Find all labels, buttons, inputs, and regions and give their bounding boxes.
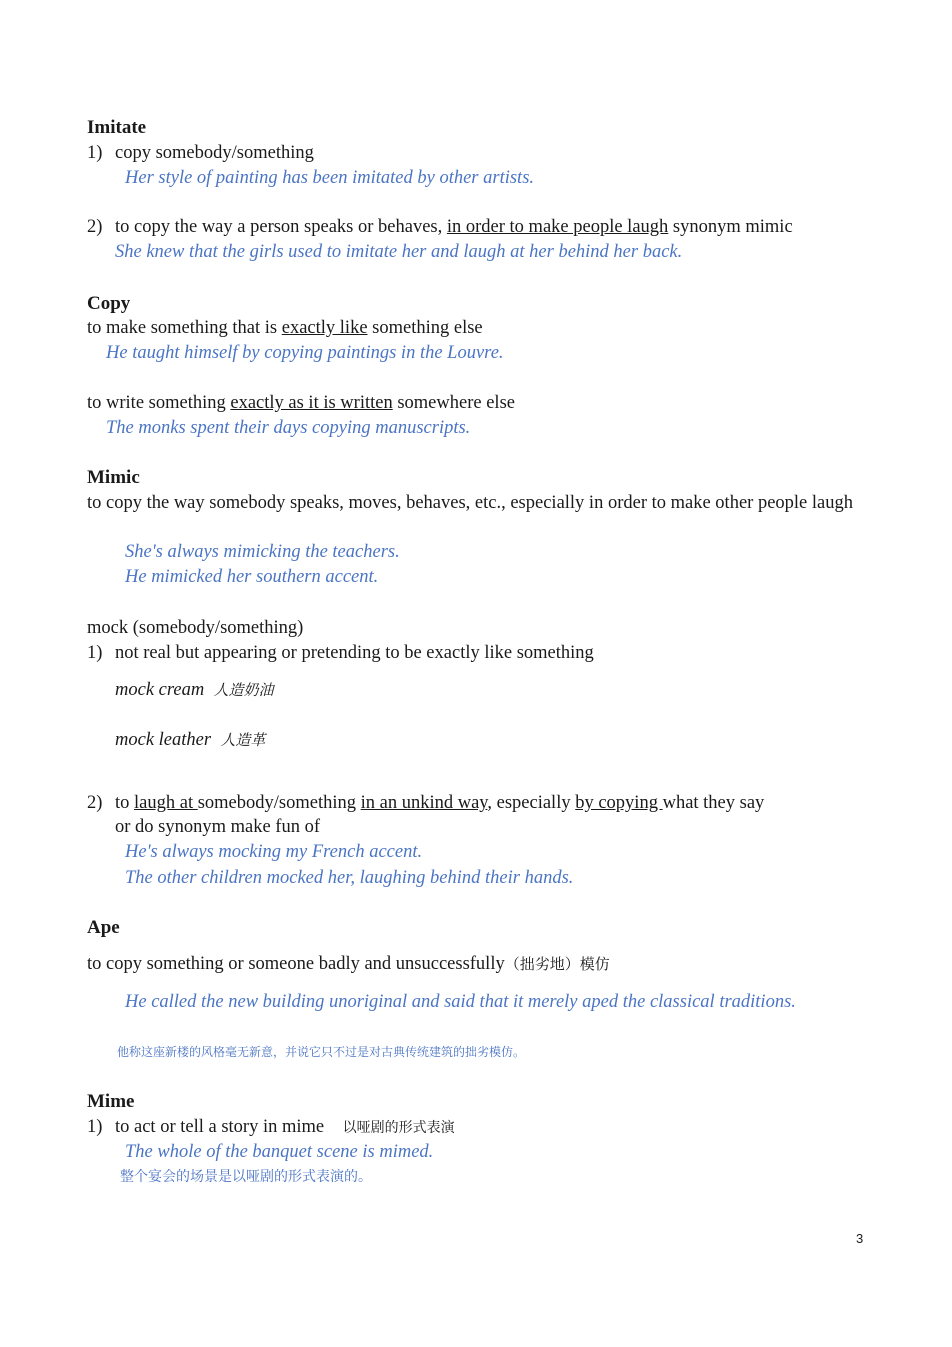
- definition-part: to write something: [87, 393, 231, 413]
- underlined-phrase: exactly like: [281, 318, 368, 338]
- example-zh: 人造奶油: [213, 681, 274, 699]
- definition-zh: 以哑剧的形式表演: [342, 1120, 455, 1136]
- definition: [87, 952, 869, 977]
- example-zh: 人造革: [220, 731, 266, 749]
- definition-part: to make something that is: [87, 318, 282, 338]
- example-translation: 整个宴会的场景是以哑剧的形式表演的。: [120, 1169, 372, 1185]
- underlined-phrase: in an unkind way: [360, 793, 488, 813]
- sense-number: 1): [87, 1117, 103, 1137]
- example-sentence: She's always mimicking the teachers.: [125, 542, 400, 562]
- example-sentence: He taught himself by copying paintings in the Louvre.: [106, 343, 504, 363]
- example-sentence: Her style of painting has been imitated by other artists.: [125, 168, 535, 188]
- underlined-phrase: laugh at: [134, 793, 198, 813]
- definition-part: what they say: [662, 793, 765, 813]
- definition-part: somewhere else: [392, 393, 515, 413]
- example-sentence: He's always mocking my French accent.: [125, 842, 423, 862]
- example-sentence: He called the new building unoriginal and said that it merely aped the classical traditions.: [125, 992, 796, 1012]
- heading-mock: mock (somebody/something): [87, 618, 304, 638]
- sense-2: [87, 791, 869, 816]
- example-phrase: [115, 728, 515, 753]
- definition-part: somebody/something: [197, 793, 361, 813]
- underlined-phrase: in order to make people laugh: [446, 217, 669, 237]
- definition-line: [87, 316, 869, 341]
- sense-number: 1): [87, 143, 103, 163]
- definition-en: to copy something or someone badly and unsuccessfully: [87, 954, 505, 974]
- definition-part: synonym mimic: [668, 217, 793, 237]
- definition-zh: （拙劣地）模仿: [504, 955, 610, 973]
- definition-part: to copy the way a person speaks or behaves,: [115, 217, 447, 237]
- example-sentence: The other children mocked her, laughing behind their hands.: [125, 868, 574, 888]
- sense-2: [87, 215, 869, 240]
- underlined-phrase: exactly as it is written: [230, 393, 393, 413]
- underlined-phrase: by copying: [575, 793, 663, 813]
- heading-ape: Ape: [87, 917, 120, 938]
- heading-mimic: Mimic: [87, 467, 140, 488]
- definition: to copy the way somebody speaks, moves, behaves, etc., especially in order to make other people laugh: [87, 493, 853, 513]
- definition: copy somebody/something: [115, 143, 314, 163]
- page-number: 3: [856, 1231, 864, 1246]
- definition: not real but appearing or pretending to be exactly like something: [115, 643, 594, 663]
- example-sentence: The whole of the banquet scene is mimed.: [125, 1142, 434, 1162]
- sense-number: 2): [87, 793, 103, 813]
- heading-mime: Mime: [87, 1091, 135, 1112]
- definition-part: , especially: [487, 793, 576, 813]
- example-translation: 他称这座新楼的风格毫无新意，并说它只不过是对古典传统建筑的拙劣模仿。: [117, 1045, 526, 1059]
- example-en: mock cream: [115, 680, 205, 700]
- example-en: mock leather: [115, 730, 212, 750]
- sense-1: [87, 141, 869, 166]
- example-sentence: She knew that the girls used to imitate her and laugh at her behind her back.: [115, 242, 683, 262]
- heading-imitate: Imitate: [87, 117, 147, 138]
- definition-continued: or do synonym make fun of: [115, 817, 321, 837]
- sense-1: [87, 641, 869, 666]
- example-sentence: The monks spent their days copying manuscripts.: [106, 418, 471, 438]
- definition-part: something else: [367, 318, 483, 338]
- sense-number: 1): [87, 643, 103, 663]
- sense-1: [87, 1115, 869, 1141]
- definition: to act or tell a story in mime: [115, 1117, 325, 1137]
- example-phrase: [115, 678, 515, 703]
- definition-line: [87, 391, 869, 416]
- sense-number: 2): [87, 217, 103, 237]
- heading-copy: Copy: [87, 293, 131, 314]
- example-sentence: He mimicked her southern accent.: [125, 567, 379, 587]
- definition-part: to: [115, 793, 135, 813]
